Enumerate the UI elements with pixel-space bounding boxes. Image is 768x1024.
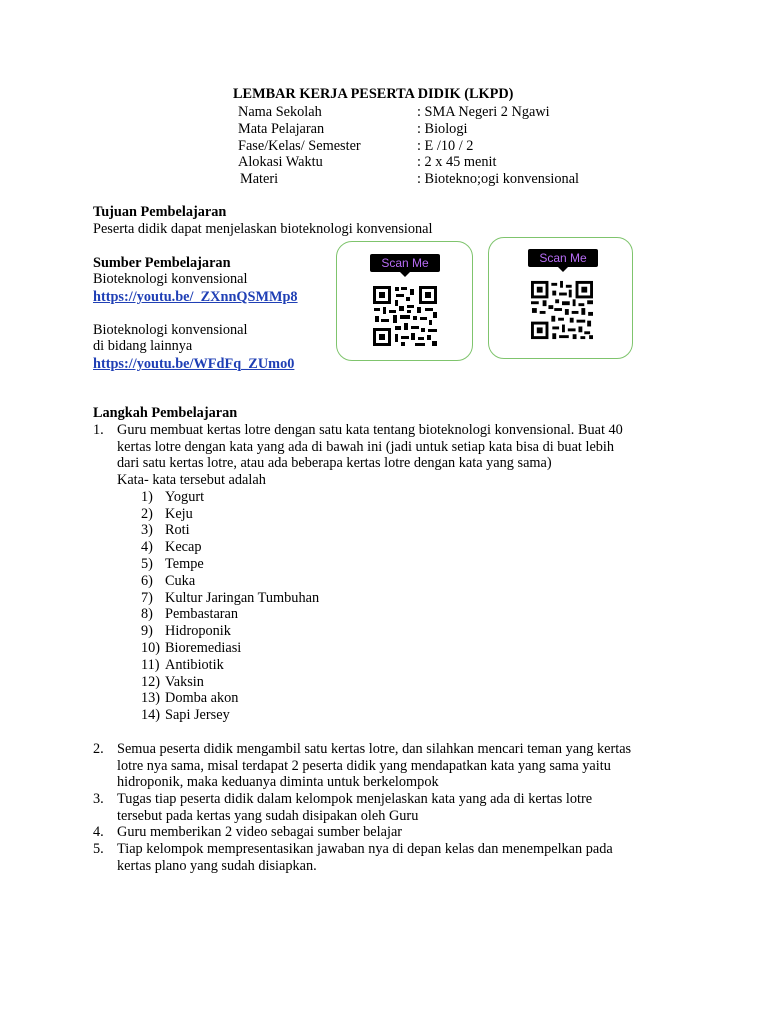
step-text: Guru memberikan 2 video sebagai sumber belajar (117, 824, 403, 841)
step-5 (93, 841, 693, 874)
word-number: 13) (141, 690, 161, 707)
word-text: Kultur Jaringan Tumbuhan (165, 589, 320, 606)
step-2 (93, 741, 693, 791)
objective-text: Peserta didik dapat menjelaskan bioteknologi konvensional (93, 221, 433, 237)
word-text: Cuka (165, 572, 196, 589)
word-number: 9) (141, 623, 153, 640)
word-number: 7) (141, 589, 153, 606)
word-text: Kecap (165, 539, 202, 556)
list-item (141, 623, 693, 640)
step-text: lotre nya sama, misal terdapat 2 peserta didik yang mendapatkan kata yang sama yaitu (117, 757, 611, 774)
word-number: 5) (141, 556, 153, 572)
step-text: kertas lotre dengan kata yang ada di bawah ini (jadi untuk setiap kata bisa di buat lebih (117, 438, 615, 455)
list-item (141, 690, 693, 707)
step-number: 4. (93, 824, 104, 841)
step-text: tersebut pada kertas yang sudah disipakan oleh Guru (117, 807, 419, 824)
word-number: 1) (141, 488, 153, 505)
step-text: Semua peserta didik mengambil satu kertas lotre, dan silahkan mencari teman yang kertas (117, 740, 632, 757)
step-text: hidroponik, maka keduanya diminta untuk berkelompok (117, 774, 439, 791)
source-2-title: Bioteknologi konvensional (93, 322, 248, 338)
source-1-link[interactable]: https://youtu.be/_ZXnnQSMMp8 (93, 289, 298, 305)
source-2-subtitle: di bidang lainnya (93, 338, 193, 354)
step-1 (93, 422, 693, 724)
list-item (141, 640, 693, 657)
word-number: 8) (141, 606, 153, 623)
step-3 (93, 791, 693, 824)
list-item (141, 522, 693, 539)
step-text: Guru membuat kertas lotre dengan satu kata tentang bioteknologi konvensional. Buat 40 (117, 422, 623, 438)
word-text: Yogurt (165, 488, 205, 505)
word-number: 14) (141, 707, 161, 724)
identity-label-subject: Mata Pelajaran (238, 121, 325, 137)
list-item (141, 657, 693, 674)
list-item (141, 606, 693, 623)
list-item (141, 590, 693, 607)
step-number: 2. (93, 740, 104, 757)
step-text: Tiap kelompok mempresentasikan jawaban nya di depan kelas dan menempelkan pada (117, 841, 613, 858)
step-number: 5. (93, 841, 104, 858)
step-4 (93, 824, 693, 841)
word-number: 6) (141, 572, 153, 589)
step-text: dari satu kertas lotre, atau ada beberapa kertas lotre dengan kata yang sama) (117, 455, 552, 472)
qr-card-1 (336, 241, 473, 361)
list-item (141, 489, 693, 506)
step-text: kertas plano yang sudah disiapkan. (117, 857, 317, 874)
word-text: Vaksin (165, 673, 204, 690)
identity-value-school: : SMA Negeri 2 Ngawi (417, 104, 550, 120)
qr-card-2 (488, 237, 633, 359)
word-text: Sapi Jersey (165, 707, 230, 724)
word-number: 3) (141, 522, 153, 539)
sources-heading: Sumber Pembelajaran (93, 255, 231, 271)
step-number: 1. (93, 422, 104, 438)
word-number: 11) (141, 656, 160, 673)
identity-value-class: : E /10 / 2 (417, 138, 474, 154)
source-1-title: Bioteknologi konvensional (93, 271, 248, 287)
word-text: Antibiotik (165, 656, 224, 673)
identity-value-time: : 2 x 45 menit (417, 154, 497, 170)
steps-list (93, 422, 693, 875)
qr-code-icon[interactable] (371, 284, 439, 348)
list-item (141, 506, 693, 523)
qr-code-icon[interactable] (529, 279, 595, 341)
word-text: Pembastaran (165, 606, 239, 623)
list-item (141, 573, 693, 590)
identity-label-time: Alokasi Waktu (238, 154, 323, 170)
list-item (141, 674, 693, 691)
step-text: Tugas tiap peserta didik dalam kelompok menjelaskan kata yang ada di kertas lotre (117, 791, 593, 808)
document-title: LEMBAR KERJA PESERTA DIDIK (LKPD) (233, 86, 514, 102)
identity-value-subject: : Biologi (417, 121, 468, 137)
word-number: 10) (141, 639, 161, 656)
word-number: 12) (141, 673, 161, 690)
word-text: Bioremediasi (165, 639, 242, 656)
step-text: Kata- kata tersebut adalah (117, 472, 266, 489)
identity-label-material: Materi (240, 171, 279, 187)
word-text: Roti (165, 522, 190, 539)
list-item (141, 556, 693, 573)
identity-label-class: Fase/Kelas/ Semester (238, 138, 361, 154)
scan-me-tag: Scan Me (528, 249, 598, 267)
steps-heading: Langkah Pembelajaran (93, 405, 238, 421)
step-number: 3. (93, 791, 104, 808)
word-number: 2) (141, 505, 153, 522)
word-text: Hidroponik (165, 623, 231, 640)
word-number: 4) (141, 539, 153, 556)
source-2-link[interactable]: https://youtu.be/WFdFq_ZUmo0 (93, 356, 295, 372)
word-text: Domba akon (165, 690, 239, 707)
scan-me-tag: Scan Me (370, 254, 440, 272)
word-list (117, 489, 693, 724)
list-item (141, 539, 693, 556)
list-item (141, 707, 693, 724)
objective-heading: Tujuan Pembelajaran (93, 204, 227, 220)
word-text: Tempe (165, 556, 204, 572)
word-text: Keju (165, 505, 193, 522)
identity-label-school: Nama Sekolah (238, 104, 322, 120)
identity-value-material: : Biotekno;ogi konvensional (417, 171, 580, 187)
